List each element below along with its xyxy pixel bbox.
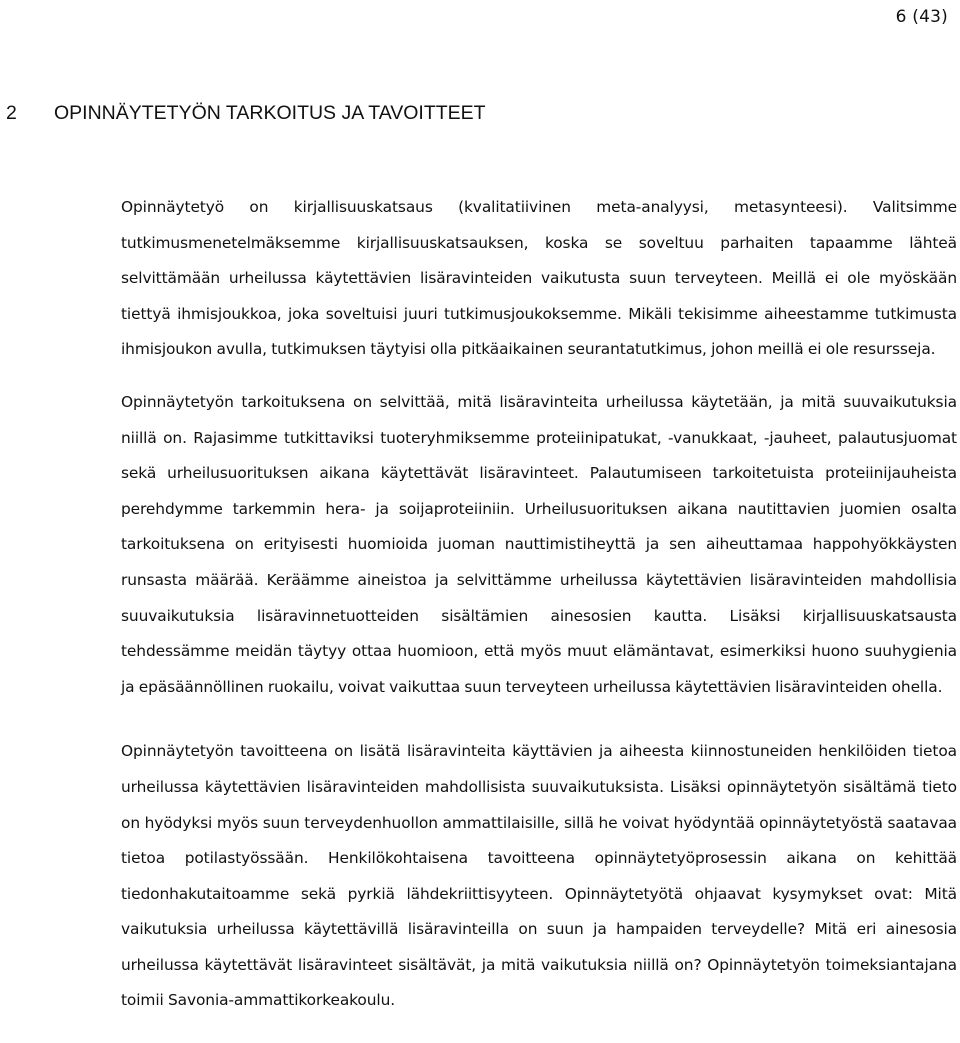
paragraph-goals: Opinnäytetyön tavoitteena on lisätä lisäravinteita käyttävien ja aiheesta kiinnostuneiden henkilöiden tietoa urheilussa käytettävien lisäravinteiden mahdollisista suuvaikutuksista. Lisäksi opinnäytetyön sisältämä tieto on hyödyksi myös suun terveydenhuollon ammattilaisille, sillä he voivat hyödyntää opinnäytetyöstä saatavaa tietoa potilastyössään. Henkilökohtaisena tavoitteena opinnäytetyöprosessin aikana on kehittää tiedonhakutaitoamme sekä pyrkiä lähdekriittisyyteen. Opinnäytetyötä ohjaavat kysymykset ovat: Mitä vaikutuksia urheilussa käytettävillä lisäravinteilla on suun ja hampaiden terveydelle? Mitä eri ainesosia urheilussa käytettävät lisäravinteet sisältävät, ja mitä vaikutuksia niillä on? Opinnäytetyön toimeksiantajana toimii Savonia-ammattikorkeakoulu.	[121, 742, 957, 1010]
page-number: 6 (43)	[895, 7, 948, 27]
section-title: OPINNÄYTETYÖN TARKOITUS JA TAVOITTEET	[54, 102, 486, 124]
section-number: 2	[6, 102, 17, 124]
body-text	[121, 190, 957, 1019]
paragraph-purpose: Opinnäytetyön tarkoituksena on selvittää, mitä lisäravinteita urheilussa käytetään, ja mitä suuvaikutuksia niillä on. Rajasimme tutkittaviksi tuoteryhmiksemme proteiinipatukat, -vanukkaat, -jauheet, palautusjuomat sekä urheilusuorituksen aikana käytettävät lisäravinteet. Palautumiseen tarkoitetuista proteiinijauheista perehdymme tarkemmin hera- ja soijaproteiiniin. Urheilusuorituksen aikana nautittavien juomien osalta tarkoituksena on erityisesti huomioida juoman nauttimistiheyttä ja sen aiheuttamaa happohyökkäysten runsasta määrää. Keräämme aineistoa ja selvittämme urheilussa käytettävien lisäravinteiden mahdollisia suuvaikutuksia lisäravinnetuotteiden sisältämien ainesosien kautta. Lisäksi kirjallisuuskatsausta tehdessämme meidän täytyy ottaa huomioon, että myös muut elämäntavat, esimerkiksi huono suuhygienia ja epäsäännöllinen ruokailu, voivat vaikuttaa suun terveyteen urheilussa käytettävien lisäravinteiden ohella.	[121, 392, 957, 696]
paragraph-method: Opinnäytetyö on kirjallisuuskatsaus (kvalitatiivinen meta-analyysi, metasynteesi). Valitsimme tutkimusmenetelmäksemme kirjallisuuskatsauksen, koska se soveltuu parhaiten tapaamme lähteä selvittämään urheilussa käytettävien lisäravinteiden vaikutusta suun terveyteen. Meillä ei ole myöskään tiettyä ihmisjoukkoa, joka soveltuisi juuri tutkimusjoukoksemme. Mikäli tekisimme aiheestamme tutkimusta ihmisjoukon avulla, tutkimuksen täytyisi olla pitkäaikainen seurantatutkimus, johon meillä ei ole resursseja.	[121, 198, 957, 359]
